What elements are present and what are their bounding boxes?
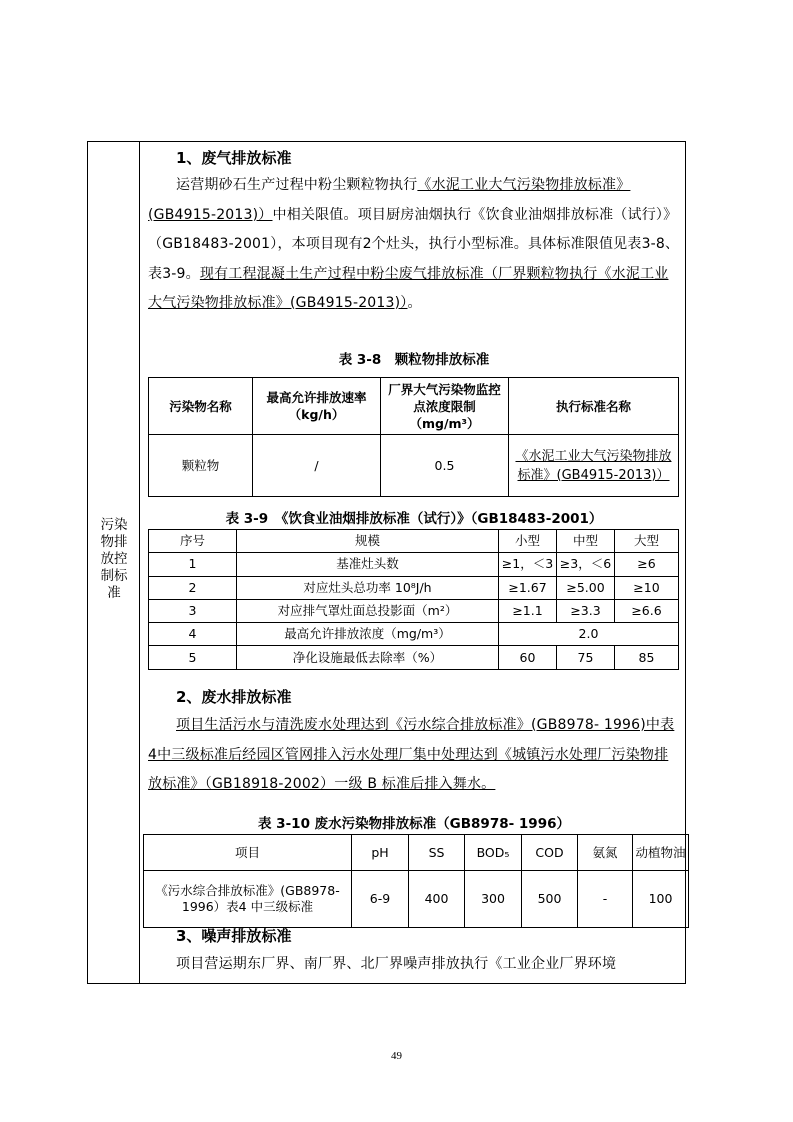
table-cell: 3 [149, 599, 237, 622]
table-cell: 500 [522, 871, 578, 928]
section2-paragraph [148, 711, 680, 800]
table-cell: 净化设施最低去除率（%） [237, 646, 499, 669]
table-header-cell: 氨氮 [578, 835, 633, 871]
table-row [149, 623, 679, 646]
table-cell: 6-9 [352, 871, 409, 928]
table-header-cell: SS [409, 835, 465, 871]
table-header-cell: 中型 [557, 530, 615, 553]
section1-text-b: 中相关限值。项目厨房油烟执行《饮食业油烟排放标准（试行）》（GB18483-2001），本项目现有2个灶头，执行小型标准。具体标准限值见表3-8、表3-9。 [148, 206, 680, 282]
table-cell: 400 [409, 871, 465, 928]
table-cell: 2 [149, 576, 237, 599]
table-cell: ≥3.3 [557, 599, 615, 622]
section3-heading: 3、噪声排放标准 [176, 927, 292, 945]
table-header-row [149, 530, 679, 553]
table-cell: 4 [149, 623, 237, 646]
table-cell: 颗粒物 [149, 435, 253, 497]
table-header-cell: 序号 [149, 530, 237, 553]
table-3-9 [148, 529, 679, 670]
table-header-cell: pH [352, 835, 409, 871]
table-3-8 [148, 377, 679, 497]
table-cell: 最高允许排放浓度（mg/m³） [237, 623, 499, 646]
table-cell: 60 [499, 646, 557, 669]
table-cell: 85 [615, 646, 679, 669]
section1-text-underlined: 《水泥工业大气污染物排放标准》(GB4915-2013)） [148, 177, 631, 223]
table-header-cell: 项目 [144, 835, 352, 871]
table-cell: ≥5.00 [557, 576, 615, 599]
table-cell: 2.0 [499, 623, 679, 646]
table-cell: ≥10 [615, 576, 679, 599]
table-row [149, 576, 679, 599]
table-cell: ≥6 [615, 553, 679, 576]
table-header-cell: 执行标准名称 [509, 378, 679, 435]
table-cell: 《污水综合排放标准》(GB8978- 1996）表4 中三级标准 [144, 871, 352, 928]
table310-caption: 表 3-10 废水污染物排放标准（GB8978- 1996） [257, 816, 570, 832]
section2-text: 项目生活污水与清洗废水处理达到《污水综合排放标准》(GB8978- 1996)中表4中三级标准后经园区管网排入污水处理厂集中处理达到《城镇污水处理厂污染物排放标准》（GB18918-2002）一级 B 标准后排入舞水。 [148, 717, 675, 792]
table39-caption: 表 3-9 《饮食业油烟排放标准（试行）》（GB18483-2001） [225, 511, 603, 527]
table-cell: 300 [465, 871, 522, 928]
table-row [149, 646, 679, 669]
table-cell: 75 [557, 646, 615, 669]
table-header-cell: 污染物名称 [149, 378, 253, 435]
table-header-row [144, 835, 689, 871]
left-label: 污染物排放控制标准 [100, 517, 128, 601]
table-cell: ≥3，＜6 [557, 553, 615, 576]
table38-caption: 表 3-8 颗粒物排放标准 [338, 352, 490, 368]
section1-paragraph [148, 171, 680, 319]
section1-text-end: 。 [407, 295, 422, 311]
section2-heading: 2、废水排放标准 [176, 688, 292, 706]
left-column [88, 142, 140, 983]
table-cell: 0.5 [381, 435, 509, 497]
table-row [144, 871, 689, 928]
table-header-cell: 规模 [237, 530, 499, 553]
section1-text-underlined-2: 现有工程混凝土生产过程中粉尘废气排放标准（厂界颗粒物执行《水泥工业大气污染物排放标准》(GB4915-2013)） [148, 265, 669, 311]
table-3-10 [143, 834, 689, 928]
table-cell: 100 [633, 871, 689, 928]
table-cell: - [578, 871, 633, 928]
table-cell: 《水泥工业大气污染物排放标准》(GB4915-2013)） [509, 435, 679, 497]
section1-heading: 1、废气排放标准 [176, 149, 292, 167]
table-cell: 1 [149, 553, 237, 576]
table-cell: 基准灶头数 [237, 553, 499, 576]
table-cell: 5 [149, 646, 237, 669]
form-frame [87, 141, 686, 984]
table-row [149, 599, 679, 622]
table-cell: / [253, 435, 381, 497]
table-cell: ≥1.67 [499, 576, 557, 599]
section1-text-a: 运营期砂石生产过程中粉尘颗粒物执行 [176, 177, 418, 193]
table-cell: ≥1.1 [499, 599, 557, 622]
table-cell: ≥6.6 [615, 599, 679, 622]
table-header-cell: 最高允许排放速率（kg/h） [253, 378, 381, 435]
page-number: 49 [391, 1050, 402, 1062]
table-header-cell: 动植物油 [633, 835, 689, 871]
section3-paragraph: 项目营运期东厂界、南厂界、北厂界噪声排放执行《工业企业厂界环境 [176, 956, 617, 972]
table-header-cell: BOD₅ [465, 835, 522, 871]
table-header-cell: 厂界大气污染物监控点浓度限制（mg/m³） [381, 378, 509, 435]
table-header-cell: 小型 [499, 530, 557, 553]
table-cell: ≥1，＜3 [499, 553, 557, 576]
table-row [149, 435, 679, 497]
table-row [149, 553, 679, 576]
table-cell: 对应排气罩灶面总投影面（m²） [237, 599, 499, 622]
table-header-cell: COD [522, 835, 578, 871]
table-header-cell: 大型 [615, 530, 679, 553]
table-header-row [149, 378, 679, 435]
table-cell: 对应灶头总功率 10⁸J/h [237, 576, 499, 599]
